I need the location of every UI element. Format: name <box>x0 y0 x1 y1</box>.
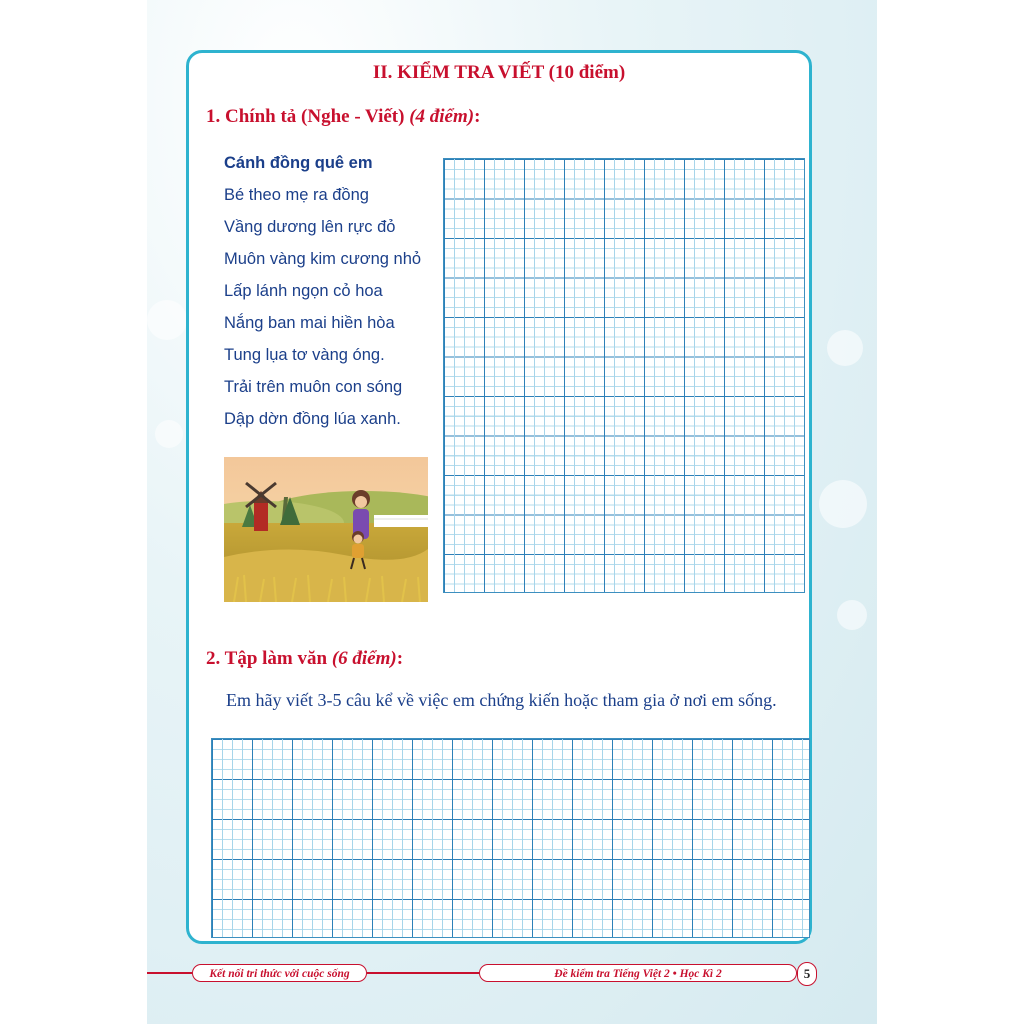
part2-colon: : <box>396 648 404 669</box>
poem-line: Bé theo mẹ ra đồng <box>224 186 369 204</box>
writing-grid-essay[interactable] <box>211 738 810 938</box>
poem-line: Muôn vàng kim cương nhỏ <box>224 250 422 268</box>
illustration-countryside <box>224 457 428 602</box>
essay-prompt: Em hãy viết 3-5 câu kể về việc em chứng kiến hoặc tham gia ở nơi em sống. <box>226 690 777 710</box>
poem-line: Dập dờn đồng lúa xanh. <box>224 410 401 428</box>
poem-line: Lấp lánh ngọn cỏ hoa <box>224 282 383 300</box>
page-number: 5 <box>797 962 817 986</box>
poem-line: Tung lụa tơ vàng óng. <box>224 346 385 364</box>
part2-title-text: 2. Tập làm văn <box>206 648 328 669</box>
decor-bubble <box>837 600 867 630</box>
part1-title <box>206 106 480 128</box>
decor-bubble <box>155 420 183 448</box>
footer-series-label: Kết nối tri thức với cuộc sống <box>192 964 367 982</box>
footer-rule-mid <box>367 972 479 974</box>
decor-bubble <box>827 330 863 366</box>
part2-title <box>206 648 403 670</box>
poem-line: Nắng ban mai hiền hòa <box>224 314 395 332</box>
poem-line: Vầng dương lên rực đỏ <box>224 218 396 236</box>
writing-grid-dictation[interactable] <box>443 158 805 593</box>
decor-bubble <box>147 300 187 340</box>
part1-points: (4 điểm) <box>409 106 475 127</box>
part1-colon: : <box>474 106 481 127</box>
part1-title-text: 1. Chính tả (Nghe - Viết) <box>206 106 405 127</box>
part2-points: (6 điểm) <box>331 648 397 669</box>
poem-title: Cánh đồng quê em <box>224 154 373 172</box>
poem-line: Trải trên muôn con sóng <box>224 378 403 396</box>
illustration-svg <box>224 457 428 602</box>
footer-book-label: Đề kiểm tra Tiếng Việt 2 • Học Kì 2 <box>479 964 797 982</box>
poem <box>224 147 439 435</box>
decor-bubble <box>819 480 867 528</box>
section-title: II. KIỂM TRA VIẾT (10 điểm) <box>372 62 626 83</box>
footer-rule-left <box>147 972 192 974</box>
